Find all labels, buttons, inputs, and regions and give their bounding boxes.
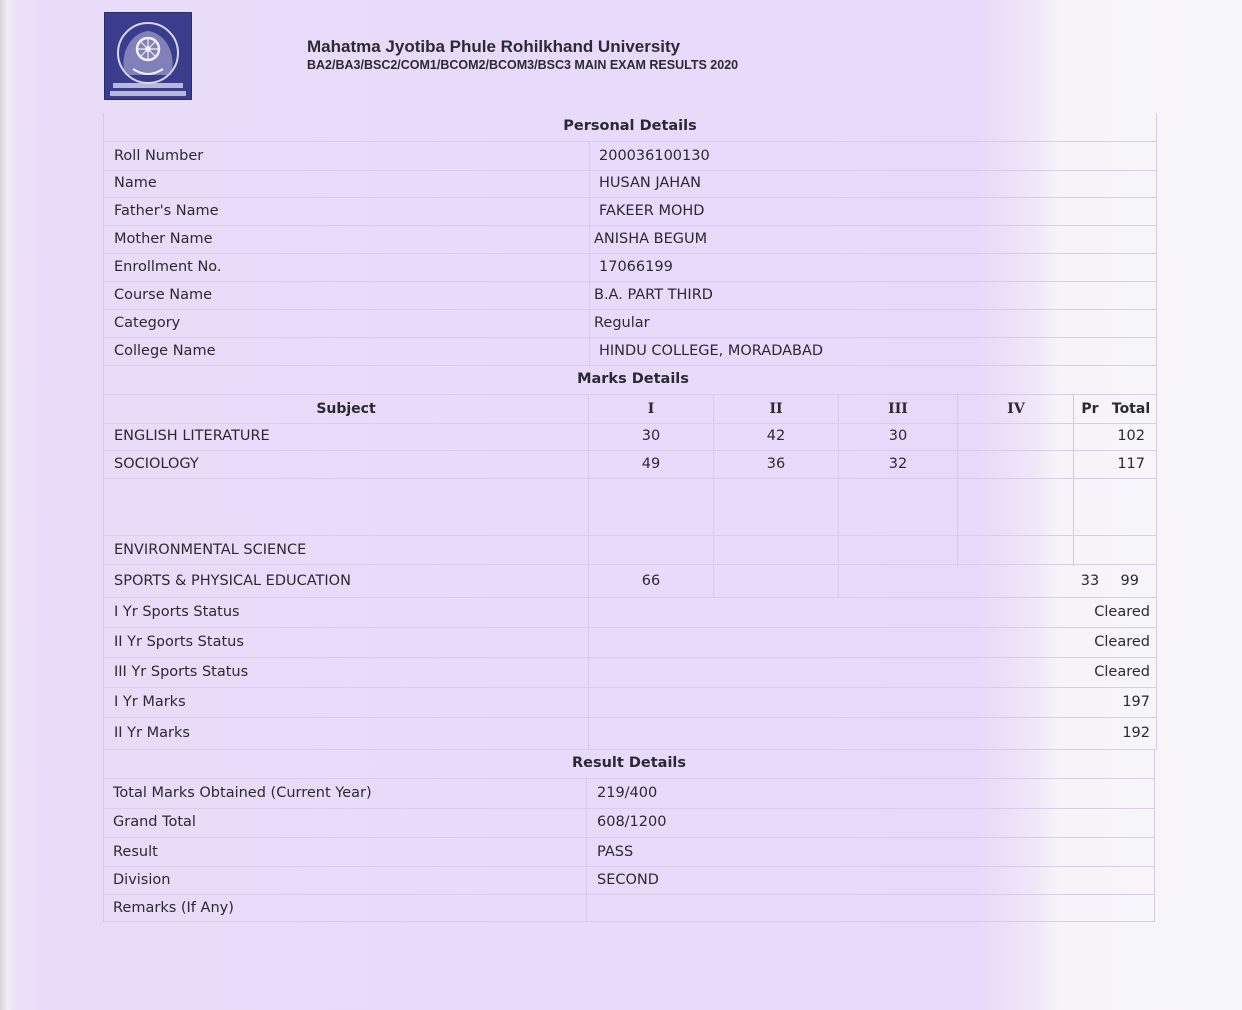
subject-row — [104, 422, 1156, 451]
exam-subtitle: BA2/BA3/BSC2/COM1/BCOM2/BCOM3/BSC3 MAIN EXAM RESULTS 2020 — [307, 58, 739, 72]
result-row — [104, 808, 1154, 838]
result-value: 219/400 — [597, 785, 658, 801]
column-header-subject: Subject — [316, 401, 376, 417]
personal-details-heading: Personal Details — [563, 118, 697, 134]
mark-iii: 32 — [888, 456, 908, 472]
status-label: II Yr Sports Status — [114, 634, 244, 650]
result-label: Total Marks Obtained (Current Year) — [113, 785, 372, 801]
column-header-iii: III — [888, 401, 908, 417]
result-value: 608/1200 — [597, 814, 667, 830]
mark-total: 117 — [1117, 456, 1145, 472]
mark-i: 49 — [641, 456, 661, 472]
row-value: FAKEER MOHD — [599, 203, 705, 219]
subject-row — [104, 450, 1156, 479]
subject-name: ENVIRONMENTAL SCIENCE — [114, 542, 307, 558]
column-header-pr: Pr — [1081, 401, 1099, 417]
result-label: Division — [113, 872, 171, 888]
table-row — [104, 197, 1156, 226]
subject-row — [104, 566, 1156, 598]
mark-ii: 36 — [766, 456, 786, 472]
column-header-ii: II — [769, 401, 783, 417]
result-value: PASS — [597, 844, 634, 860]
result-row — [104, 838, 1154, 867]
status-label: I Yr Marks — [114, 694, 186, 710]
row-value: B.A. PART THIRD — [594, 287, 713, 303]
row-label: College Name — [114, 343, 216, 359]
row-value: ANISHA BEGUM — [594, 231, 708, 247]
mark-pr — [1074, 422, 1106, 450]
status-row — [104, 658, 1156, 688]
subject-name: SOCIOLOGY — [114, 456, 199, 472]
mark-pr: 33 — [1080, 573, 1100, 589]
row-label: Course Name — [114, 287, 213, 303]
row-label: Name — [114, 175, 157, 191]
mark-pr — [1074, 450, 1106, 478]
subject-row — [104, 536, 1156, 565]
table-row — [104, 141, 1156, 171]
mark-ii: 42 — [766, 428, 786, 444]
row-label: Mother Name — [114, 231, 213, 247]
subject-name: ENGLISH LITERATURE — [114, 428, 270, 444]
marks-details-table — [103, 366, 1157, 750]
column-header-iv: IV — [1007, 401, 1025, 417]
result-label: Result — [113, 844, 158, 860]
university-title: Mahatma Jyotiba Phule Rohilkhand University — [307, 37, 681, 56]
mark-iv — [958, 422, 1074, 450]
status-value: Cleared — [1094, 604, 1150, 620]
row-value: 17066199 — [599, 259, 673, 275]
result-details-heading: Result Details — [571, 755, 687, 771]
row-label: Enrollment No. — [114, 259, 222, 275]
column-header-i: I — [647, 401, 655, 417]
blank-row — [104, 478, 1156, 536]
status-row — [104, 598, 1156, 628]
result-label: Grand Total — [113, 814, 196, 830]
marks-header-row — [104, 394, 1156, 424]
personal-details-table — [103, 113, 1157, 366]
mark-total: 102 — [1117, 428, 1145, 444]
row-value: HINDU COLLEGE, MORADABAD — [599, 343, 824, 359]
mark-i: 30 — [641, 428, 661, 444]
subject-name: SPORTS & PHYSICAL EDUCATION — [114, 573, 351, 589]
status-value: Cleared — [1094, 664, 1150, 680]
status-value: Cleared — [1094, 634, 1150, 650]
status-label: III Yr Sports Status — [114, 664, 249, 680]
row-value: 200036100130 — [599, 148, 710, 164]
university-logo — [104, 12, 192, 100]
marks-details-heading: Marks Details — [577, 371, 689, 387]
status-value: 197 — [1122, 694, 1150, 710]
table-row — [104, 337, 1156, 366]
table-row — [104, 309, 1156, 338]
result-value: SECOND — [597, 872, 659, 888]
row-value: Regular — [594, 315, 650, 331]
status-value: 192 — [1122, 725, 1150, 741]
table-row — [104, 253, 1156, 282]
result-details-table — [103, 750, 1155, 922]
status-row — [104, 718, 1156, 750]
status-row — [104, 628, 1156, 658]
row-value: HUSAN JAHAN — [599, 175, 701, 191]
row-label: Roll Number — [114, 148, 204, 164]
mark-iv — [958, 450, 1074, 478]
column-header-total: Total — [1111, 401, 1151, 417]
table-row — [104, 281, 1156, 310]
row-label: Category — [114, 315, 181, 331]
result-row — [104, 867, 1154, 895]
page-edge-shadow — [0, 0, 8, 1010]
status-label: I Yr Sports Status — [114, 604, 240, 620]
row-label: Father's Name — [114, 203, 219, 219]
result-label: Remarks (If Any) — [113, 900, 234, 916]
mark-total: 99 — [1120, 573, 1139, 589]
result-row — [104, 778, 1154, 809]
table-row — [104, 169, 1156, 198]
mark-iii: 30 — [888, 428, 908, 444]
table-row — [104, 225, 1156, 254]
result-row — [104, 895, 1154, 922]
status-row — [104, 688, 1156, 718]
mark-i: 66 — [641, 573, 661, 589]
status-label: II Yr Marks — [114, 725, 190, 741]
